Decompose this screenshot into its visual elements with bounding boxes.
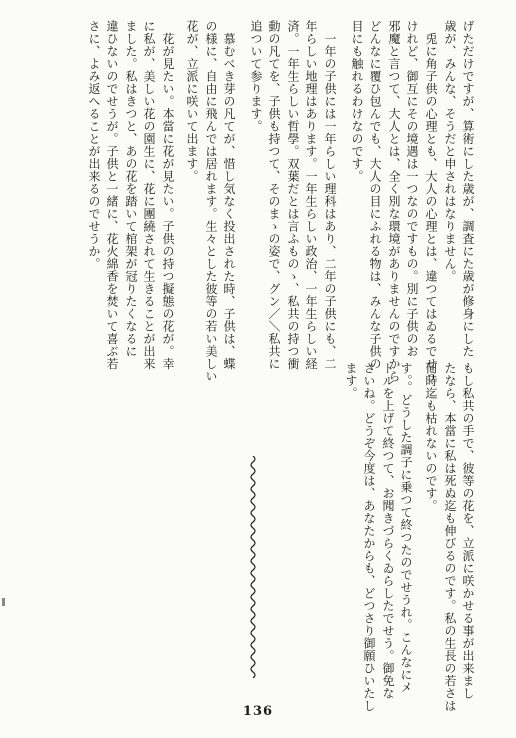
text-column: もし私共の手で、彼等の花を、立派に咲かせる事が出来まし bbox=[461, 362, 475, 700]
text-column: げただけですが、算術にした歳が、調査にた歳が修身にした bbox=[461, 20, 475, 358]
text-column: 兎に角子供の心理とも、大人の心理とは、違つてはゐるでせう bbox=[424, 20, 438, 383]
text-column: の様に、自由に飛んでは居れます。生々とした彼等の若い美しい bbox=[204, 20, 218, 383]
text-column: 目にも触れるわけなのです。 bbox=[350, 20, 364, 183]
scan-edge-mark bbox=[2, 598, 5, 606]
text-column: 邪魔と言つて、大人とは、全く別な環境がありませんのですから bbox=[387, 20, 401, 383]
text-column: 動の凡てを、子供も持つて、そのまゝの姿で、グン／＼私共に bbox=[267, 20, 281, 370]
text-column: たなら、本當に私は死ぬ迄も伸びるのです。私の生長の若さは bbox=[443, 362, 457, 712]
page-number: 136 bbox=[242, 704, 274, 719]
text-column: す。。どうした調子に乗つて終つたのでせうれ。こんなにメ bbox=[399, 362, 413, 694]
text-column: トルを上げて終つて、お聞きづらくゐらしたでせう。御免な bbox=[381, 362, 395, 700]
wavy-divider bbox=[248, 456, 258, 678]
text-column: 一年の子供には一年らしい理科はあり、二年の子供にも、二 bbox=[323, 20, 337, 370]
text-column: ました。私はきつと、あの花を踏いて棺架が冠りたくなるに bbox=[124, 20, 138, 358]
text-column: 済。一年生らしい哲學。双葉だとは言ふものゝ、私共の持つ衝 bbox=[286, 20, 300, 370]
text-column: 違ひないのでせうが。子供と一緒に、花火綿香を焚いて喜ぶ若 bbox=[105, 20, 119, 370]
text-column: 慕むべき芽の凡てが、惜し気なく投出された時、子供は、蝶 bbox=[222, 20, 236, 370]
text-column: けれど、御互にその境遇は一つなのですもの。別に子供のお bbox=[405, 20, 419, 358]
text-column: 年らしい地理はあります。一年生らしい政治、一年生らしい経 bbox=[304, 20, 318, 370]
text-column: 花が、立派に咲いて出ます。 bbox=[185, 20, 199, 183]
text-column: 歳が、みんな、そうだと申されはなりません。 bbox=[443, 20, 457, 283]
text-column: に私が、美しい花の園生に、花に團繞されて生きることが出来 bbox=[142, 20, 156, 370]
text-column: さに、よみ返へることが出来るのでせうか。 bbox=[87, 20, 101, 270]
text-column: 何時迄も枯れないのです。 bbox=[424, 362, 438, 512]
text-column: ます。 bbox=[344, 362, 358, 400]
text-column: 花が見たい。本當に花が見たい。子供の持つ擬態の花が。幸 bbox=[161, 20, 175, 370]
text-column: どんなに覆ひ包んでも、大人の目にふれる物は、みんな子供の bbox=[368, 20, 382, 370]
text-column: さいね。どうぞ今度は、あなたからも、どつさり御願ひいたし bbox=[362, 362, 376, 712]
text-column: 追ついて参ります。 bbox=[249, 20, 263, 133]
